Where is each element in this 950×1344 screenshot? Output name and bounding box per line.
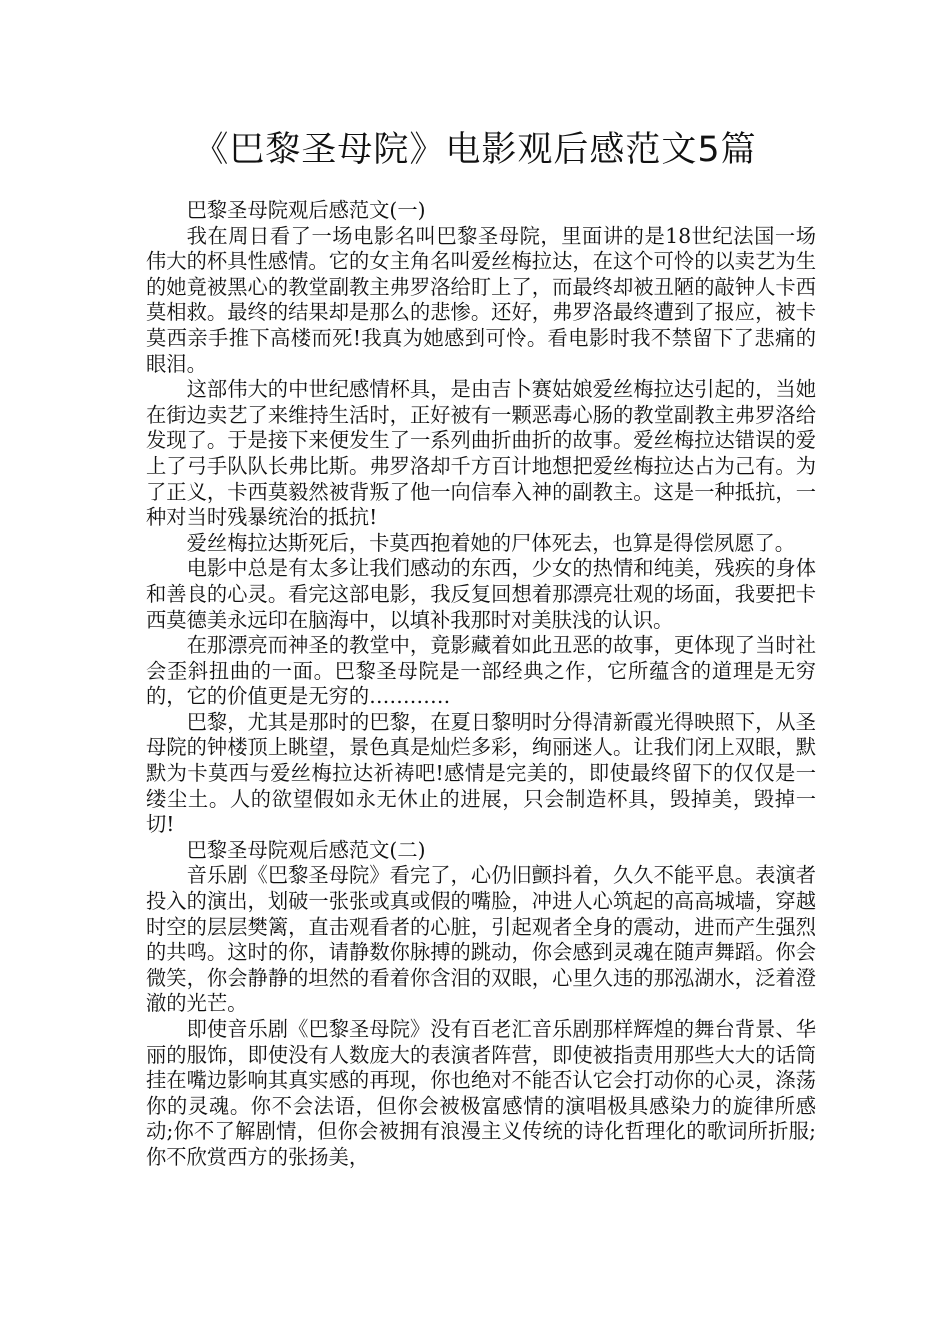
body-paragraph: 爱丝梅拉达斯死后，卡莫西抱着她的尸体死去，也算是得偿夙愿了。 [186,530,796,555]
body-paragraph: 音乐剧《巴黎圣母院》看完了，心仍旧颤抖着，久久不能平息。表演者投入的演出，划破一张张或真或假的嘴脸，冲进人心筑起的高高城墙，穿越时空的层层樊篱，直击观看者的心脏，引起观者全身的震动，进而产生强烈的共鸣。这时的你，请静数你脉搏的跳动，你会感到灵魂在随声舞蹈。你会微笑，你会静静的坦然的看着你含泪的双眼，心里久违的那泓湖水，泛着澄澈的光芒。 [146,863,816,1016]
document-body [146,198,816,1171]
document-title: 《巴黎圣母院》电影观后感范文5篇 [193,130,757,170]
body-paragraph: 在那漂亮而神圣的教堂中，竟影藏着如此丑恶的故事，更体现了当时社会歪斜扭曲的一面。巴黎圣母院是一部经典之作，它所蕴含的道理是无穷的，它的价值更是无穷的………… [146,633,816,709]
body-paragraph: 电影中总是有太多让我们感动的东西，少女的热情和纯美，残疾的身体和善良的心灵。看完这部电影，我反复回想着那漂亮壮观的场面，我要把卡西莫德美永远印在脑海中，以填补我那时对美肤浅的认识。 [146,556,816,632]
body-paragraph: 即使音乐剧《巴黎圣母院》没有百老汇音乐剧那样辉煌的舞台背景、华丽的服饰，即使没有人数庞大的表演者阵营，即使被指责用那些大大的话筒挂在嘴边影响其真实感的再现，你也绝对不能否认它会打动你的心灵，涤荡你的灵魂。你不会法语，但你会被极富感情的演唱极具感染力的旋律所感动;你不了解剧情，但你会被拥有浪漫主义传统的诗化哲理化的歌词所折服;你不欣赏西方的张扬美， [146,1017,816,1169]
section-heading-2: 巴黎圣母院观后感范文(二) [186,837,426,862]
body-paragraph: 我在周日看了一场电影名叫巴黎圣母院，里面讲的是18世纪法国一场伟大的杯具性感情。它的女主角名叫爱丝梅拉达，在这个可怜的以卖艺为生的她竟被黑心的教堂副教主弗罗洛给盯上了，而最终却被丑陋的敲钟人卡西莫相救。最终的结果却是那么的悲惨。还好，弗罗洛最终遭到了报应，被卡莫西亲手推下高楼而死!我真为她感到可怜。看电影时我不禁留下了悲痛的眼泪。 [146,223,816,376]
section-heading-1: 巴黎圣母院观后感范文(一) [186,198,426,222]
body-paragraph: 这部伟大的中世纪感情杯具，是由吉卜赛姑娘爱丝梅拉达引起的，当她在街边卖艺了来维持生活时，正好被有一颗恶毒心肠的教堂副教主弗罗洛给发现了。于是接下来便发生了一系列曲折曲折的故事。爱丝梅拉达错误的爱上了弓手队队长弗比斯。弗罗洛却千方百计地想把爱丝梅拉达占为己有。为了正义，卡西莫毅然被背叛了他一向信奉入神的副教主。这是一种抵抗，一种对当时残暴统治的抵抗! [146,377,816,530]
body-paragraph: 巴黎，尤其是那时的巴黎，在夏日黎明时分得清新霞光得映照下，从圣母院的钟楼顶上眺望，景色真是灿烂多彩，绚丽迷人。让我们闭上双眼，默默为卡莫西与爱丝梅拉达祈祷吧!感情是完美的，即使最终留下的仅仅是一缕尘土。人的欲望假如永无休止的进展，只会制造杯具，毁掉美，毁掉一切! [146,709,816,837]
